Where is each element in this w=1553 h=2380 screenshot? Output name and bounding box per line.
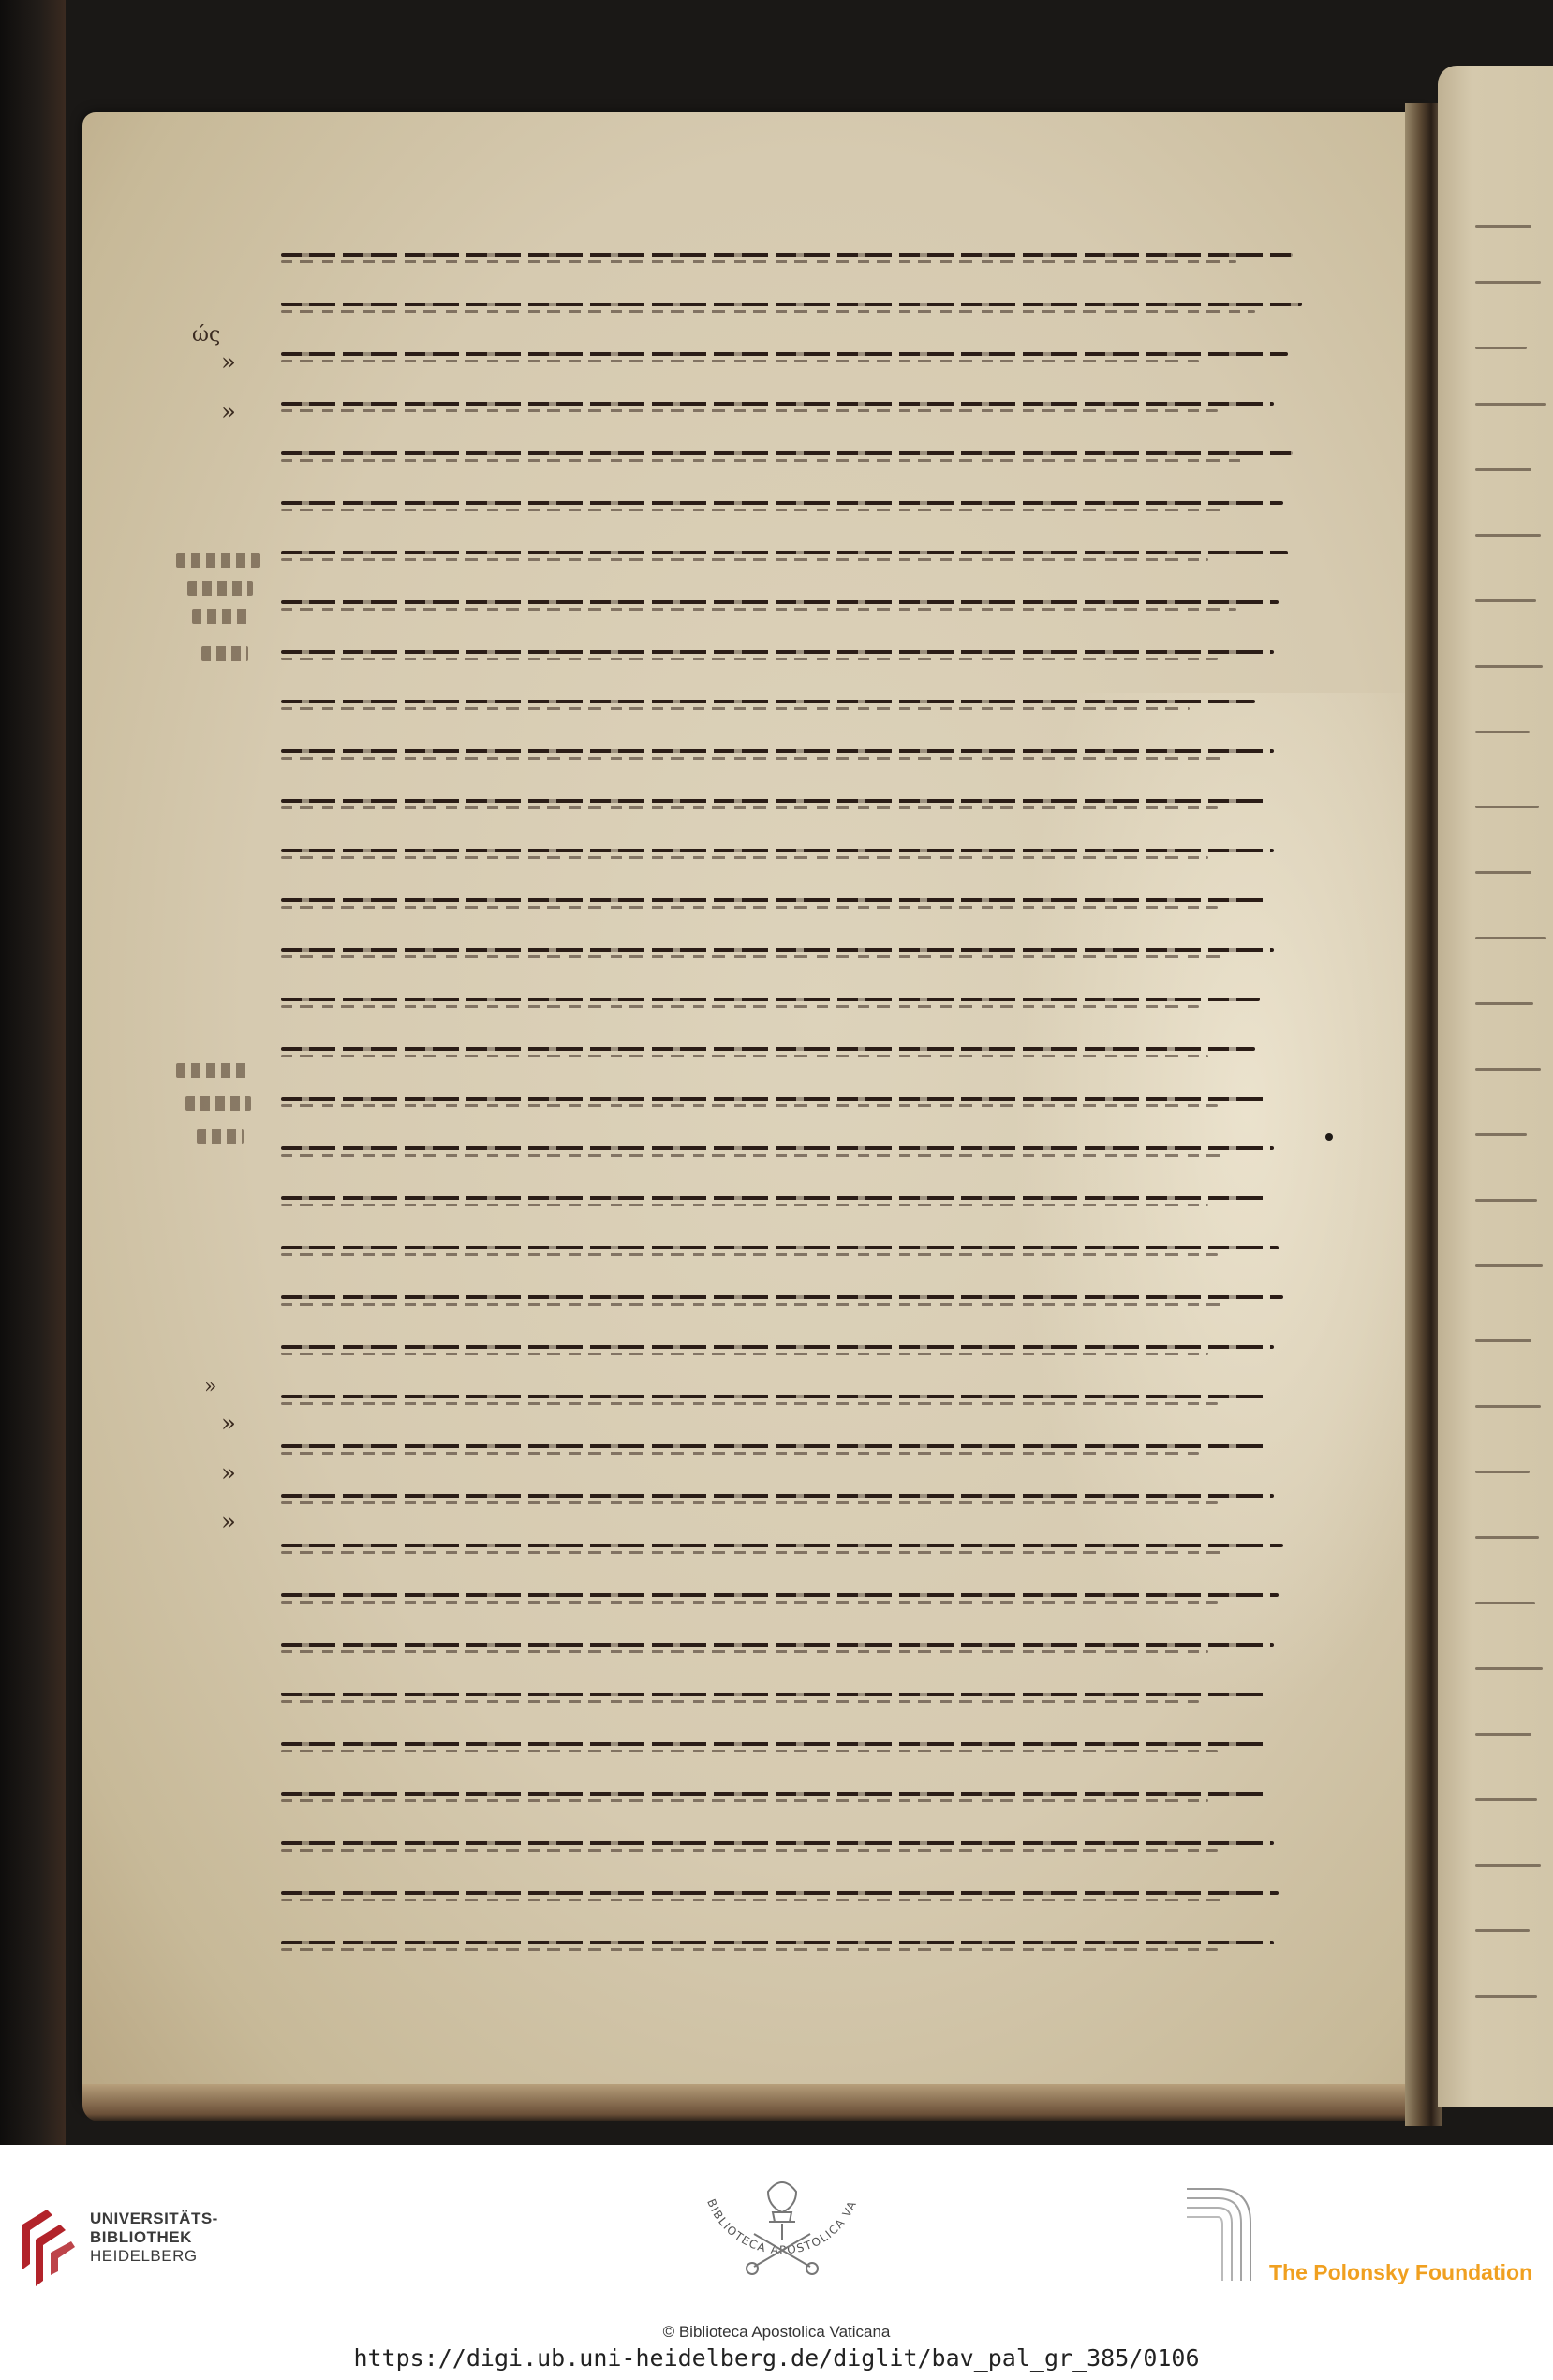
text-line	[281, 1139, 1293, 1166]
text-line	[281, 394, 1293, 421]
text-line	[281, 1040, 1293, 1067]
text-line	[281, 1834, 1293, 1861]
text-line	[281, 593, 1293, 620]
text-line	[281, 841, 1293, 868]
text-line	[281, 742, 1293, 769]
text-line	[281, 692, 1293, 719]
polonsky-foundation-label: The Polonsky Foundation	[1269, 2260, 1533, 2284]
text-line	[281, 245, 1293, 273]
quote-mark: »	[221, 348, 236, 377]
permalink-url[interactable]: https://digi.ub.uni-heidelberg.de/diglit/bav_pal_gr_385/0106	[353, 2344, 1200, 2372]
margin-gloss	[192, 609, 248, 624]
text-line	[281, 295, 1293, 322]
margin-gloss	[185, 1096, 251, 1111]
polonsky-arcs-icon	[1185, 2178, 1269, 2281]
text-line	[281, 1735, 1293, 1762]
margin-gloss	[201, 646, 248, 661]
text-line	[281, 1238, 1293, 1265]
text-line	[281, 1437, 1293, 1464]
text-line	[281, 1536, 1293, 1563]
text-line	[281, 543, 1293, 570]
text-line	[281, 494, 1293, 521]
text-line	[281, 1387, 1293, 1414]
text-line	[281, 1288, 1293, 1315]
margin-gloss	[187, 581, 253, 596]
quote-mark: »	[221, 1508, 236, 1536]
footer-bar	[0, 2145, 1553, 2380]
text-line	[281, 444, 1293, 471]
margin-gloss	[176, 553, 260, 568]
text-line	[281, 1586, 1293, 1613]
text-line	[281, 345, 1293, 372]
text-line	[281, 1784, 1293, 1811]
uni-name-line3: HEIDELBERG	[90, 2247, 198, 2265]
ink-dot	[1325, 1133, 1333, 1141]
text-line	[281, 1486, 1293, 1514]
heidelberg-mark-icon	[17, 2206, 82, 2290]
heidelberg-logo[interactable]	[17, 2206, 260, 2290]
uni-name-line2: BIBLIOTHEK	[90, 2228, 192, 2246]
margin-note: »	[204, 1375, 217, 1398]
text-line	[281, 1635, 1293, 1663]
text-line	[281, 1933, 1293, 1960]
text-line	[281, 1685, 1293, 1712]
text-line	[281, 1089, 1293, 1116]
text-line	[281, 1884, 1293, 1911]
copyright-notice: © Biblioteca Apostolica Vaticana	[662, 2323, 891, 2341]
margin-gloss	[176, 1063, 251, 1078]
text-line	[281, 791, 1293, 819]
polonsky-logo[interactable]	[1185, 2178, 1541, 2318]
margin-gloss	[197, 1129, 244, 1144]
text-line	[281, 1189, 1293, 1216]
vatican-seal-icon	[679, 2164, 885, 2323]
uni-name-line1: UNIVERSITÄTS-	[90, 2210, 218, 2227]
text-line	[281, 643, 1293, 670]
quote-mark: »	[221, 398, 236, 426]
text-line	[281, 891, 1293, 918]
vatican-arc-text: BIBLIOTECA APOSTOLICA VA	[704, 2196, 860, 2257]
quote-mark: »	[221, 1410, 236, 1438]
text-line	[281, 990, 1293, 1017]
text-line	[281, 1338, 1293, 1365]
text-line	[281, 940, 1293, 968]
margin-note: ώς	[192, 323, 221, 347]
quote-mark: »	[221, 1459, 236, 1487]
